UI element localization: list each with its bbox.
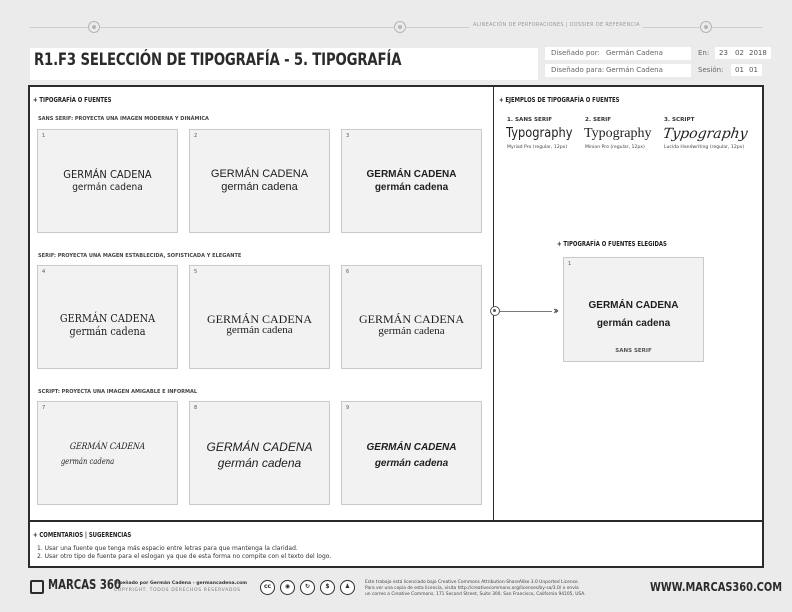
designed-for-label: Diseñado para: (551, 66, 605, 74)
perforation-note: ALINEACIÓN DE PERFORACIONES | DOSSIER DE REFERENCIA (470, 22, 643, 28)
card-number: 7 (42, 405, 46, 411)
logo-icon (30, 580, 44, 594)
examples-section-title: + EJEMPLOS DE TIPOGRAFÍA O FUENTES (499, 96, 620, 104)
chosen-font-card[interactable] (563, 257, 704, 362)
card-number: 1 (568, 261, 572, 267)
designed-by-value: Germán Cadena (606, 49, 663, 57)
sa-icon: ↻ (300, 580, 315, 595)
font-card[interactable] (189, 401, 330, 505)
font-card[interactable] (341, 265, 482, 369)
comments-title: + COMENTARIOS | SUGERENCIAS (33, 531, 132, 539)
chosen-category-label: SANS SERIF (615, 348, 652, 354)
designed-by-label: Diseñado por: (551, 49, 600, 57)
card-line-lower: germán cadena (60, 457, 115, 466)
card-line-lower: germán cadena (378, 325, 445, 337)
example-sample-serif: Typography (584, 126, 652, 141)
font-card[interactable] (37, 401, 178, 505)
card-number: 5 (194, 269, 198, 275)
example-sample-sans: Typography (506, 126, 573, 141)
attribution-icon: ♟ (340, 580, 355, 595)
example-caption-sans: Myriad Pro (regular, 12px) (507, 145, 568, 150)
card-number: 6 (346, 269, 350, 275)
designed-for-value: Germán Cadena (606, 66, 663, 74)
font-card[interactable] (341, 401, 482, 505)
card-line-upper: GERMÁN CADENA (69, 442, 146, 452)
session-a: 01 (731, 64, 748, 76)
example-caption-serif: Minion Pro (regular, 12px) (585, 145, 645, 150)
date-day: 23 (715, 47, 732, 59)
chosen-line-lower: germán cadena (596, 318, 671, 329)
chosen-section-title: + TIPOGRAFÍA O FUENTES ELEGIDAS (557, 240, 667, 248)
example-head-serif: 2. SERIF (585, 117, 612, 123)
license-line: Este trabajo está licenciado bajo Creative Commons Attribution-ShareAlike 3.0 Unported License. (365, 580, 580, 585)
card-number: 9 (346, 405, 350, 411)
session-label: Sesión: (698, 66, 724, 74)
example-caption-script: Lucida Handwriting (regular, 12px) (664, 145, 745, 150)
card-number: 1 (42, 133, 46, 139)
fonts-section-title: + TIPOGRAFÍA O FUENTES (33, 96, 112, 104)
card-number: 8 (194, 405, 198, 411)
card-line-lower: germán cadena (217, 456, 302, 470)
perforation-hole-icon (88, 21, 100, 33)
chosen-line-upper: GERMÁN CADENA (588, 300, 679, 311)
footer-copyright: COPYRIGHT. TODOS DERECHOS RESERVADOS (114, 588, 241, 593)
date-year: 2018 (745, 47, 771, 59)
example-head-sans: 1. SANS SERIF (507, 117, 553, 123)
date-month: 02 (731, 47, 748, 59)
card-line-lower: germán cadena (69, 325, 146, 338)
card-line-lower: germán cadena (221, 181, 298, 193)
card-line-upper: GERMÁN CADENA (206, 440, 313, 454)
example-head-script: 3. SCRIPT (664, 117, 695, 123)
card-line-upper: GERMÁN CADENA (59, 312, 156, 325)
card-line-lower: germán cadena (72, 182, 143, 193)
card-line-upper: GERMÁN CADENA (210, 168, 309, 180)
column-divider (493, 87, 494, 522)
card-line-upper: GERMÁN CADENA (359, 312, 464, 326)
card-line-upper: GERMÁN CADENA (366, 169, 457, 180)
font-card[interactable] (189, 129, 330, 233)
by-icon: ◉ (280, 580, 295, 595)
date-label: En: (698, 49, 710, 57)
card-line-upper: GERMÁN CADENA (366, 442, 457, 453)
card-number: 2 (194, 133, 198, 139)
footer-url-link[interactable]: WWW.MARCAS360.COM (650, 580, 783, 594)
nc-icon: $ (320, 580, 335, 595)
connector-dot-icon (490, 306, 500, 316)
perforation-hole-icon (394, 21, 406, 33)
footer-logo: MARCAS 360 (48, 578, 122, 593)
card-number: 4 (42, 269, 46, 275)
footer-credit: Diseñado por Germán Cadena - germancadena.com (114, 581, 248, 586)
license-line: un correo a Creative Commons, 171 Second Street, Suite 300, San Francisco, California 94105, USA. (365, 592, 586, 597)
card-line-upper: GERMÁN CADENA (207, 312, 312, 326)
group-subtitle-serif: SERIF: PROYECTA UNA MAGEN ESTABLECIDA, SOFISTICADA Y ELEGANTE (38, 253, 242, 259)
license-line: Para ver una copia de esta licencia, visita http://creativecommons.org/licenses/by-sa/3.0/ o envía (365, 586, 579, 591)
card-line-upper: GERMÁN CADENA (63, 168, 152, 181)
comment-line: 2. Usar otro tipo de fuente para el eslogan ya que de esta forma no compite con el texto del logo. (37, 553, 332, 560)
card-line-lower: germán cadena (374, 182, 449, 193)
card-line-lower: germán cadena (226, 324, 293, 336)
font-card[interactable] (37, 265, 178, 369)
comment-line: 1. Usar una fuente que tenga más espacio entre letras para que mantenga la claridad. (37, 545, 298, 552)
font-card[interactable] (189, 265, 330, 369)
session-b: 01 (745, 64, 762, 76)
example-sample-script: Typography (661, 126, 749, 142)
font-card[interactable] (37, 129, 178, 233)
connector-arrow-icon: ›› (553, 304, 557, 317)
page-title: R1.F3 SELECCIÓN DE TIPOGRAFÍA - 5. TIPOGRAFÍA (34, 50, 402, 70)
cc-icon: cc (260, 580, 275, 595)
font-card[interactable] (341, 129, 482, 233)
card-line-lower: germán cadena (374, 458, 449, 469)
group-subtitle-sans: SANS SERIF: PROYECTA UNA IMAGEN MODERNA Y DINÁMICA (38, 116, 209, 122)
perforation-hole-icon (700, 21, 712, 33)
card-number: 3 (346, 133, 350, 139)
group-subtitle-script: SCRIPT: PROYECTA UNA IMAGEN AMIGABLE E INFORMAL (38, 389, 198, 395)
connector-line (500, 311, 552, 312)
